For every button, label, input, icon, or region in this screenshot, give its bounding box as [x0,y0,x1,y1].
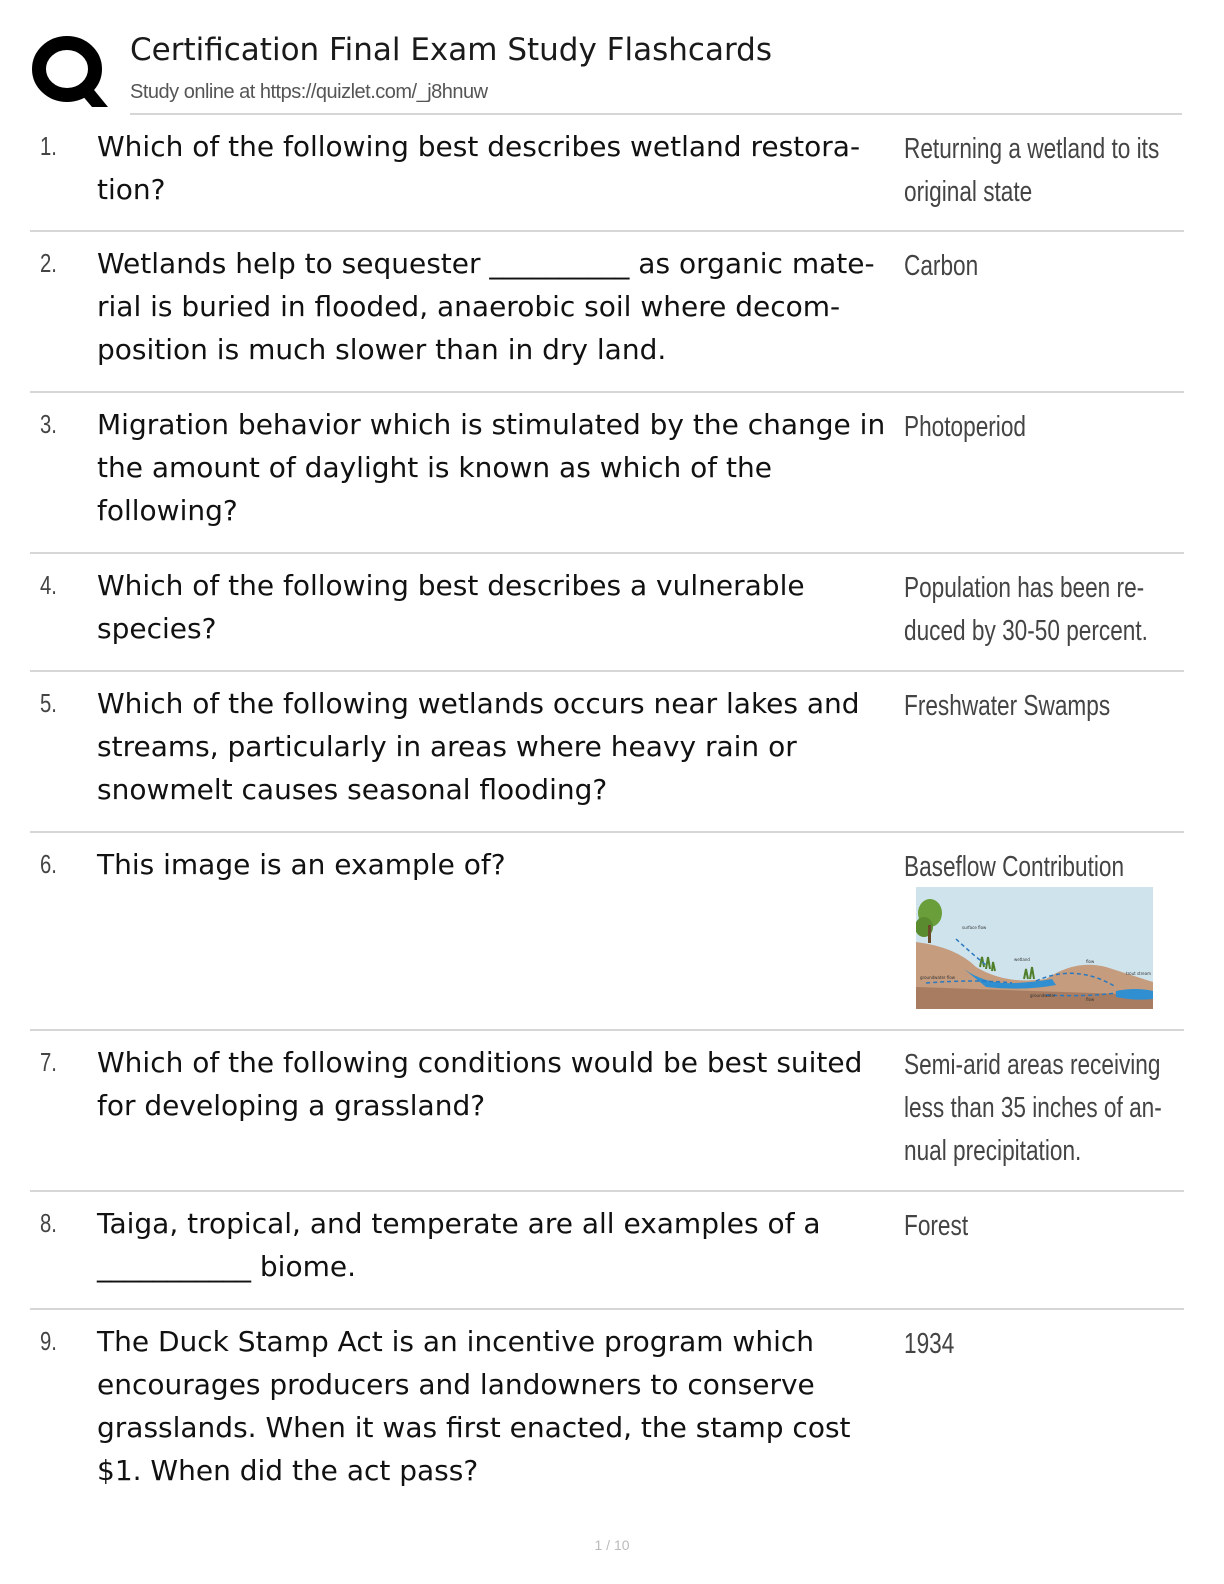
diagram-label: flow [1086,959,1095,964]
flashcard [30,1031,1184,1192]
card-number: 5. [40,688,57,718]
flashcard [30,1310,1184,1510]
card-question: Wetlands help to sequester __________ as organic mate- rial is buried in flooded, anaerobic soil where decom- position is much slower than in dry land. [97,247,875,366]
diagram-label: groundwater [1030,993,1056,998]
diagram-label: groundwater flow [920,975,956,980]
card-number: 8. [40,1208,57,1238]
flashcard [30,232,1184,393]
card-question: This image is an example of? [97,848,506,881]
flashcard [30,554,1184,672]
card-answer: Freshwater Swamps [904,690,1111,722]
card-question: Which of the following wetlands occurs near lakes and streams, particularly in areas where heavy rain or snowmelt causes seasonal flooding? [97,687,860,806]
card-number: 3. [40,409,57,439]
baseflow-diagram-image [916,887,1153,1009]
card-number: 9. [40,1326,57,1356]
quizlet-q-logo-icon [30,33,108,111]
flashcard [30,115,1184,232]
card-question: Migration behavior which is stimulated by the change in the amount of daylight is known as which of the following? [97,408,886,527]
diagram-label: wetland [1014,957,1030,962]
card-number: 1. [40,131,57,161]
card-answer: Semi-arid areas receiving less than 35 inches of an- nual precipitation. [904,1049,1162,1167]
card-number: 2. [40,248,57,278]
page-indicator: 1 / 10 [594,1537,630,1553]
page-title: Certification Final Exam Study Flashcards [130,32,772,68]
card-question: Which of the following best describes wetland restora- tion? [97,130,861,206]
study-online-link[interactable]: Study online at https://quizlet.com/_j8hnuw [130,81,488,103]
diagram-label: trout stream [1126,971,1151,976]
flashcard [30,833,1184,1031]
flashcard-list [30,115,1184,1510]
card-answer: Returning a wetland to its original state [904,133,1160,208]
card-question: Which of the following conditions would be best suited for developing a grassland? [97,1046,863,1122]
card-question: The Duck Stamp Act is an incentive program which encourages producers and landowners to conserve grasslands. When it was first enacted, the stamp cost $1. When did the act pass? [97,1325,851,1487]
card-answer: 1934 [904,1328,955,1360]
card-answer: Forest [904,1210,969,1242]
card-answer: Photoperiod [904,411,1026,443]
card-question: Which of the following best describes a vulnerable species? [97,569,805,645]
card-answer: Population has been re- duced by 30-50 percent. [904,572,1148,647]
card-question: Taiga, tropical, and temperate are all examples of a ___________ biome. [97,1207,821,1283]
card-answer: Carbon [904,250,979,282]
flashcard [30,1192,1184,1310]
flashcard [30,393,1184,554]
flashcard [30,672,1184,833]
diagram-label: flow [1086,997,1095,1002]
card-number: 4. [40,570,57,600]
card-number: 7. [40,1047,57,1077]
card-number: 6. [40,849,57,879]
diagram-label: surface flow [962,925,987,930]
card-answer: Baseflow Contribution [904,851,1125,883]
